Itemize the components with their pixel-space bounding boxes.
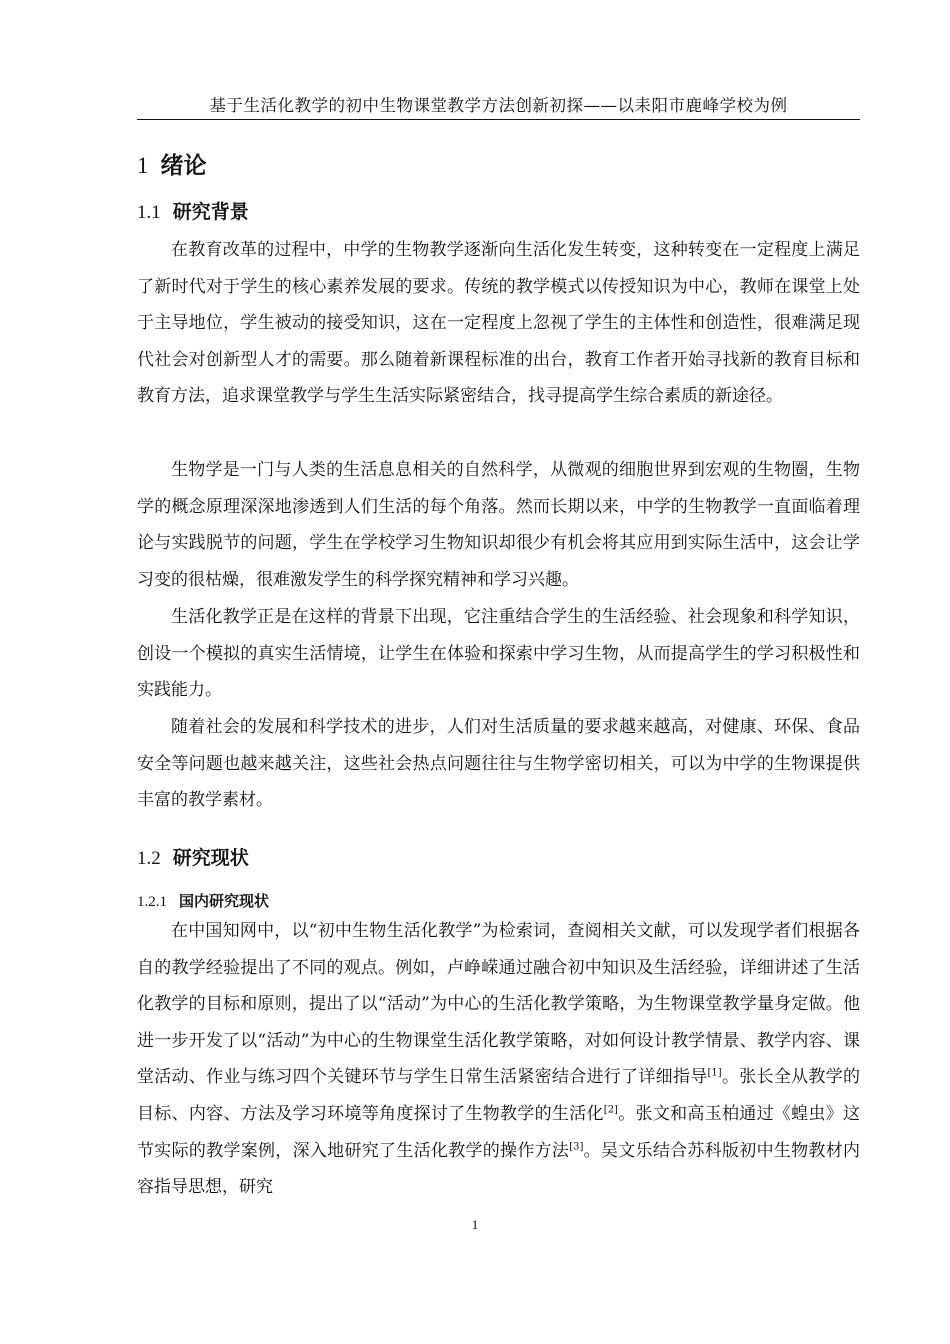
- subsection-number: 1.2.1: [137, 894, 167, 910]
- subsection-title: 国内研究现状: [179, 892, 270, 910]
- paragraph-literature-review: [137, 913, 860, 1206]
- section-title: 研究现状: [172, 847, 249, 869]
- paragraph: 生物学是一门与人类的生活息息相关的自然科学，从微观的细胞世界到宏观的生物圈，生物学的概念原理深深地渗透到人们生活的每个角落。然而长期以来，中学的生物教学一直面临着理论与实践脱节的问题，学生在学校学习生物知识却很少有机会将其应用到实际生活中，这会让学习变的很枯燥，很难激发学生的科学探究精神和学习兴趣。: [137, 460, 860, 590]
- header-rule: [137, 119, 860, 120]
- paragraph: 生活化教学正是在这样的背景下出现，它注重结合学生的生活经验、社会现象和科学知识，创设一个模拟的真实生活情境，让学生在体验和探索中学习生物，从而提高学生的学习积极性和实践能力。: [137, 607, 860, 701]
- paragraph-text: 。吴文乐结合苏科版初中生物教材内容指导思想，研究: [137, 1140, 861, 1198]
- paragraph: 随着社会的发展和科学技术的进步，人们对生活质量的要求越来越高，对健康、环保、食品安全等问题也越来越关注，这些社会热点问题往往与生物学密切相关，可以为中学的生物课提供丰富的教学素材。: [137, 717, 860, 811]
- chapter-title: 绪论: [160, 153, 207, 179]
- paragraph: 在教育改革的过程中，中学的生物教学逐渐向生活化发生转变，这种转变在一定程度上满足了新时代对于学生的核心素养发展的要求。传统的教学模式以传授知识为中心，教师在课堂上处于主导地位，学生被动的接受知识，这在一定程度上忽视了学生的主体性和创造性，很难满足现代社会对创新型人才的需要。那么随着新课程标准的出台，教育工作者开始寻找新的教育目标和教育方法，追求课堂教学与学生生活实际紧密结合，找寻提高学生综合素质的新途径。: [137, 240, 860, 407]
- section-number: 1.1: [137, 202, 161, 223]
- chapter-number: 1: [137, 153, 149, 178]
- running-header: 基于生活化教学的初中生物课堂教学方法创新初探——以耒阳市鹿峰学校为例: [209, 96, 788, 115]
- paragraph-text: 在中国知网中，以“初中生物生活化教学”为检索词，查阅相关文献，可以发现学者们根据各自的教学经验提出了不同的观点。例如，卢峥嵘通过融合初中知识及生活经验，详细讲述了生活化教学的目标和原则，提出了以“活动”为中心的生活化教学策略，为生物课堂教学量身定做。他进一步开发了以“活动”为中心的生物课堂生活化教学策略，对如何设计教学情景、教学内容、课堂活动、作业与练习四个关键环节与学生日常生活紧密结合进行了详细指导: [137, 921, 860, 1088]
- section-number: 1.2: [137, 848, 161, 869]
- citation-ref: [1]: [707, 1067, 722, 1079]
- section-heading-1-2: [137, 843, 249, 870]
- subsection-heading-1-2-1: [137, 890, 269, 911]
- paragraph-text: 。张文和高玉柏通过《蝗虫》这节实际的教学案例，深入地研究了生活化教学的操作方法: [137, 1103, 861, 1161]
- citation-ref: [3]: [569, 1140, 584, 1152]
- section-heading-1-1: [137, 197, 249, 224]
- paragraph-text: 。张长全从教学的目标、内容、方法及学习环境等角度探讨了生物教学的生活化: [137, 1067, 861, 1124]
- section-title: 研究背景: [172, 201, 249, 223]
- page-number: 1: [471, 1217, 479, 1232]
- chapter-heading: [137, 147, 207, 180]
- citation-ref: [2]: [603, 1104, 618, 1116]
